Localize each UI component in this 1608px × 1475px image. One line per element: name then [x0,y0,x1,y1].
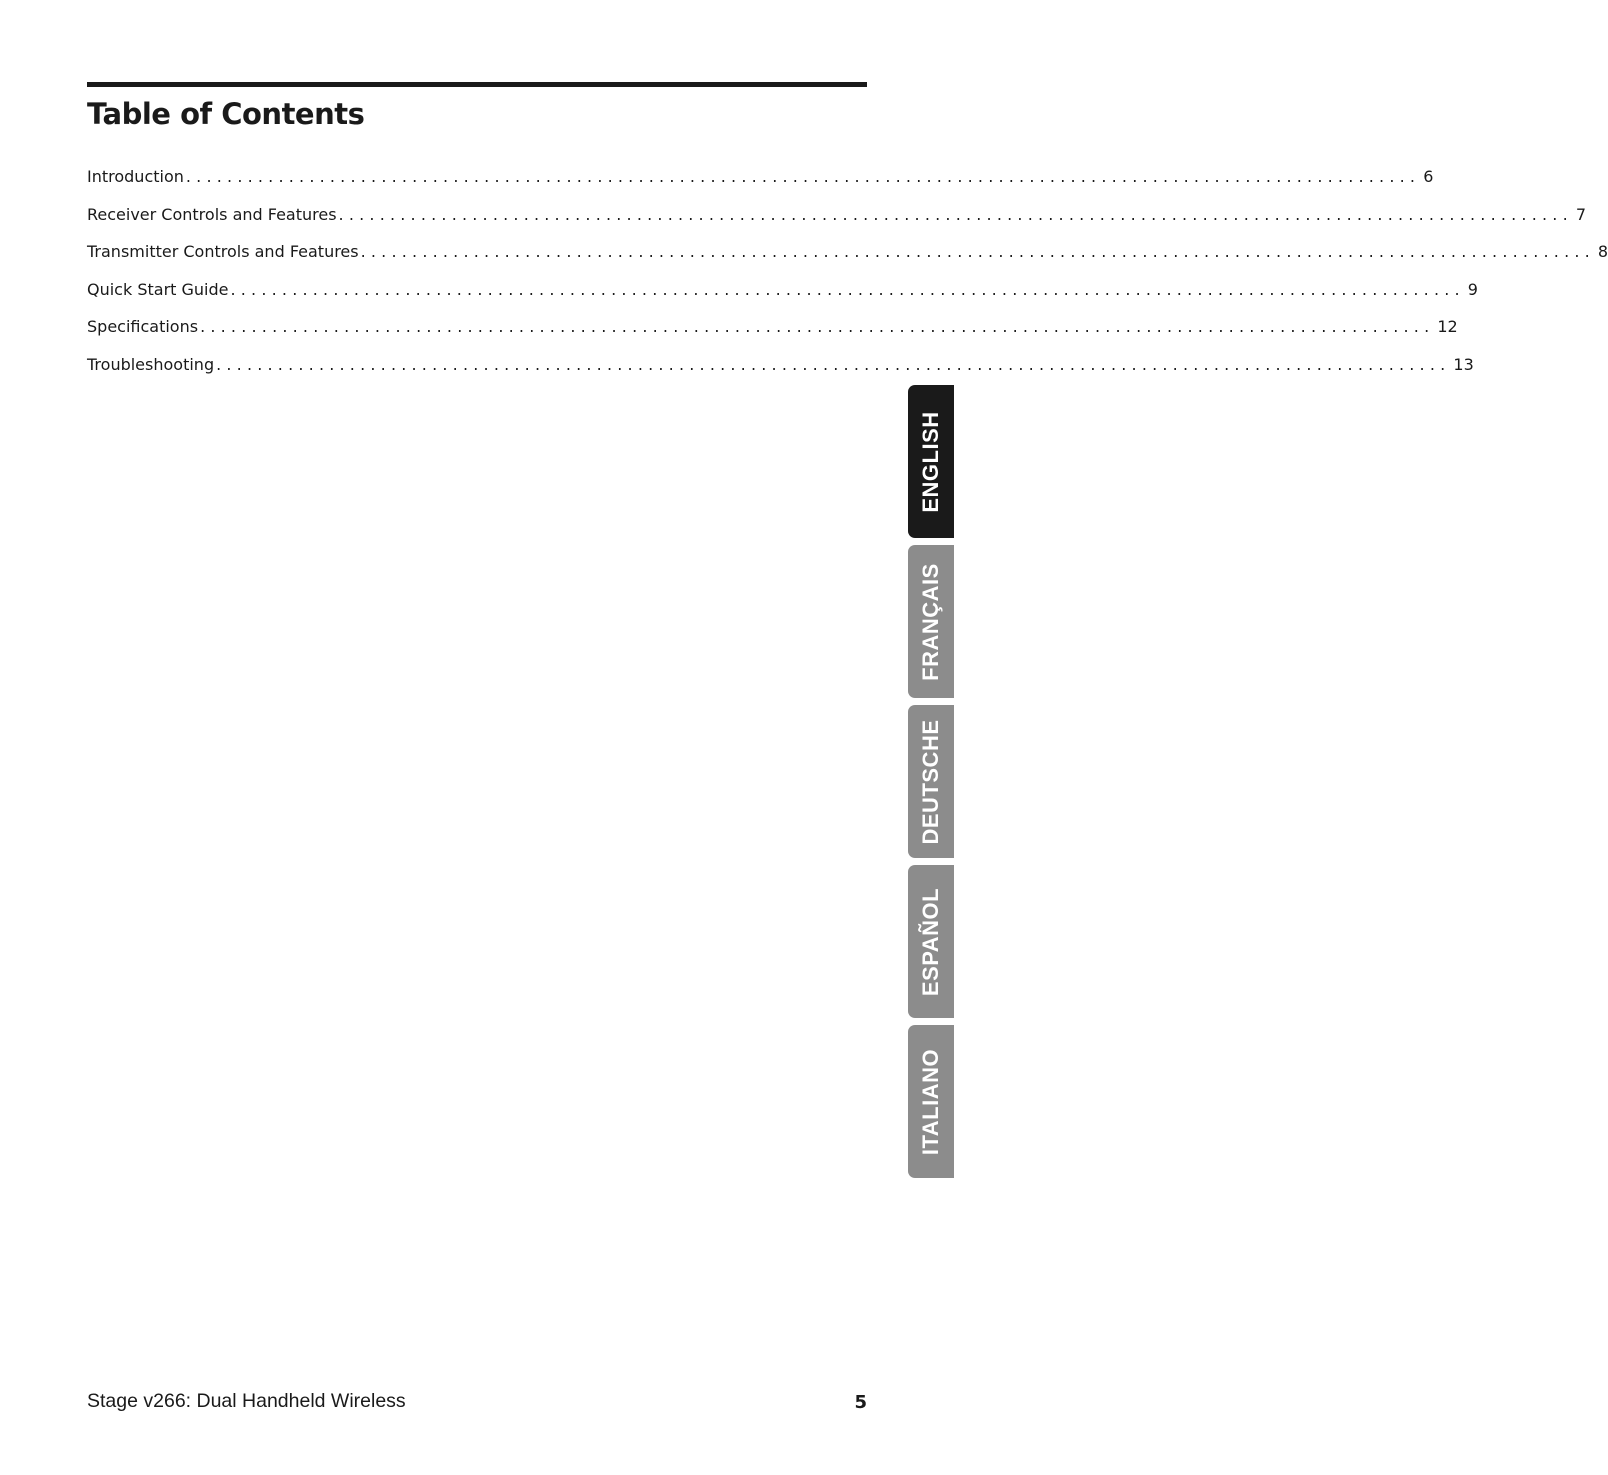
toc-entry-page: 13 [1453,354,1474,374]
toc-dot-leader: ........................................................................................................................ [230,279,1465,299]
toc-entry-label: Specifications [87,317,199,337]
toc-entry-page: 7 [1575,204,1587,224]
language-tabs [908,0,954,1475]
page-title: Table of Contents [87,97,365,131]
language-tab-label: ESPAÑOL [918,887,943,996]
toc-entry-transmitter-controls[interactable] [87,242,1608,280]
language-tab-label: DEUTSCHE [918,718,943,845]
toc-dot-leader: ........................................................................................................................ [200,317,1435,337]
toc-entry-page: 6 [1423,167,1434,186]
language-tab-italiano[interactable] [908,1025,954,1178]
toc-entry-receiver-controls[interactable] [87,204,1587,243]
toc-entry-label: Quick Start Guide [87,279,229,299]
toc-dot-leader: ........................................................................................................................ [216,354,1451,374]
toc-entry-label: Transmitter Controls and Features [87,242,359,262]
language-tab-espanol[interactable] [908,865,954,1018]
toc-entry-page: 8 [1597,242,1608,262]
language-tab-deutsche[interactable] [908,705,954,858]
table-of-contents [87,167,1608,393]
toc-dot-leader: ........................................................................................................................ [185,167,1421,186]
toc-entry-label: Troubleshooting [87,354,215,374]
toc-entry-label: Receiver Controls and Features [87,204,337,224]
toc-entry-quick-start-guide[interactable] [87,279,1478,318]
toc-dot-leader: ........................................................................................................................ [338,204,1573,224]
toc-entry-introduction[interactable] [87,167,1434,205]
language-tab-label: ITALIANO [918,1048,943,1155]
toc-entry-troubleshooting[interactable] [87,354,1474,393]
header-rule [87,82,867,87]
toc-entry-page: 12 [1437,317,1458,337]
language-tab-label: FRANÇAIS [918,562,943,681]
language-tab-label: ENGLISH [918,410,943,513]
language-tab-francais[interactable] [908,545,954,698]
toc-entry-page: 9 [1467,279,1478,299]
language-tab-english[interactable] [908,385,954,538]
footer-product-title: Stage v266: Dual Handheld Wireless [87,1390,406,1412]
toc-entry-label: Introduction [87,167,184,186]
footer-page-number: 5 [854,1392,867,1413]
toc-dot-leader: ........................................................................................................................ [360,242,1595,262]
toc-entry-specifications[interactable] [87,317,1458,355]
